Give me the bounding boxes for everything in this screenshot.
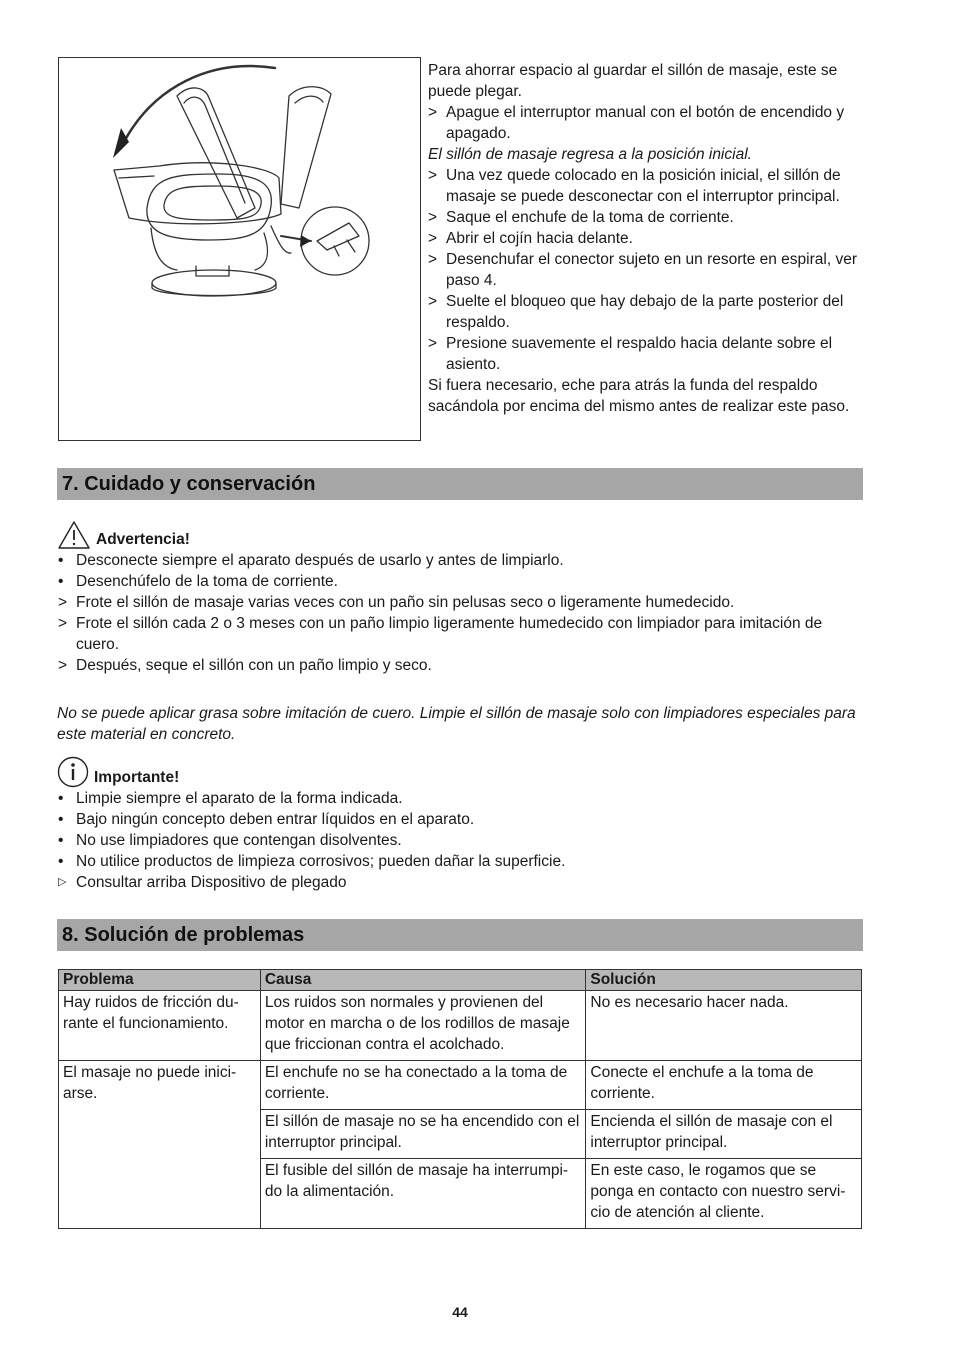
- troubleshooting-table: [58, 969, 862, 1229]
- item-text: Frote el sillón de masaje varias veces con un paño sin pelusas seco o ligeramente humedecido.: [76, 594, 735, 611]
- warning-item: [57, 655, 857, 676]
- folding-step: [428, 333, 868, 375]
- warning-item: [57, 613, 857, 655]
- folding-massage-chair-illustration: [59, 58, 420, 440]
- bullet-marker: •: [58, 832, 64, 849]
- section-8-header: [57, 919, 863, 951]
- important-block: [57, 756, 857, 893]
- step-marker: >: [428, 209, 438, 226]
- warning-item: [57, 550, 857, 571]
- ref-marker: ▷: [58, 876, 67, 888]
- folding-step: [428, 249, 868, 291]
- folding-step: [428, 291, 868, 333]
- step-text: Apague el interruptor manual con el botón de encendido y apagado.: [446, 104, 845, 142]
- column-header: Solución: [586, 970, 862, 991]
- cause-cell: El sillón de masaje no se ha encendido con el interruptor principal.: [260, 1110, 586, 1159]
- table-row: [59, 991, 862, 1061]
- item-text: No use limpiadores que contengan disolventes.: [76, 832, 402, 849]
- problem-cell: Hay ruidos de fricción du-rante el funcionamiento.: [59, 991, 261, 1061]
- warning-item: [57, 571, 857, 592]
- step-text: Una vez quede colocado en la posición inicial, el sillón de masaje se puede desconectar con el interruptor principal.: [446, 167, 841, 205]
- cause-cell: El enchufe no se ha conectado a la toma de corriente.: [260, 1061, 586, 1110]
- folding-closing: Si fuera necesario, eche para atrás la funda del respaldo sacándola por encima del mismo antes de realizar este paso.: [428, 377, 850, 415]
- step-text: Presione suavemente el respaldo hacia delante sobre el asiento.: [446, 335, 833, 373]
- cause-cell: El fusible del sillón de masaje ha interrumpi-do la alimentación.: [260, 1159, 586, 1229]
- bullet-marker: •: [58, 790, 64, 807]
- step-marker: >: [58, 657, 68, 674]
- step-marker: >: [428, 167, 438, 184]
- bullet-marker: •: [58, 552, 64, 569]
- bullet-marker: •: [58, 811, 64, 828]
- folding-lead: Para ahorrar espacio al guardar el sillón de masaje, este se puede plegar.: [428, 62, 838, 100]
- important-item: [57, 788, 857, 809]
- step-marker: >: [58, 594, 68, 611]
- folding-chair-figure: [58, 57, 421, 441]
- section-7-header: [57, 468, 863, 500]
- step-marker: >: [428, 230, 438, 247]
- folding-step: [428, 228, 868, 249]
- step-marker: >: [428, 293, 438, 310]
- folding-result: El sillón de masaje regresa a la posición inicial.: [428, 146, 752, 163]
- step-text: Abrir el cojín hacia delante.: [446, 230, 633, 247]
- folding-step: [428, 102, 868, 144]
- warning-item: [57, 592, 857, 613]
- cause-cell: Los ruidos son normales y provienen del motor en marcha o de los rodillos de masaje que friccionan contra el acolchado.: [260, 991, 586, 1061]
- important-item: [57, 809, 857, 830]
- section-7-title: 7. Cuidado y conservación: [62, 473, 316, 495]
- item-text: Consultar arriba Dispositivo de plegado: [76, 874, 347, 891]
- step-marker: >: [428, 104, 438, 121]
- item-text: Bajo ningún concepto deben entrar líquidos en el aparato.: [76, 811, 475, 828]
- item-text: Desconecte siempre el aparato después de usarlo y antes de limpiarlo.: [76, 552, 564, 569]
- step-marker: >: [428, 251, 438, 268]
- warning-label: Advertencia!: [96, 531, 190, 548]
- folding-step: [428, 207, 868, 228]
- leather-note: [57, 703, 857, 745]
- step-marker: >: [428, 335, 438, 352]
- important-item: [57, 830, 857, 851]
- solution-cell: No es necesario hacer nada.: [586, 991, 862, 1061]
- section-8-title: 8. Solución de problemas: [62, 924, 305, 946]
- important-label: Importante!: [94, 769, 180, 786]
- item-text: Limpie siempre el aparato de la forma indicada.: [76, 790, 403, 807]
- warning-block: [57, 520, 857, 676]
- important-item: [57, 872, 857, 893]
- table-row: [59, 1061, 862, 1110]
- page-number: 44: [452, 1304, 468, 1320]
- step-text: Saque el enchufe de la toma de corriente.: [446, 209, 734, 226]
- solution-cell: Encienda el sillón de masaje con el interruptor principal.: [586, 1110, 862, 1159]
- item-text: Desenchúfelo de la toma de corriente.: [76, 573, 338, 590]
- warning-triangle-icon: [57, 520, 91, 550]
- step-marker: >: [58, 615, 68, 632]
- important-heading: [57, 756, 857, 788]
- column-header: Causa: [260, 970, 586, 991]
- item-text: No utilice productos de limpieza corrosivos; pueden dañar la superficie.: [76, 853, 566, 870]
- item-text: Frote el sillón cada 2 o 3 meses con un paño limpio ligeramente humedecido con limpiador para imitación de cuero.: [76, 615, 823, 653]
- solution-cell: Conecte el enchufe a la toma de corriente.: [586, 1061, 862, 1110]
- bullet-marker: •: [58, 573, 64, 590]
- problem-cell: El masaje no puede inici-arse.: [59, 1061, 261, 1229]
- solution-cell: En este caso, le rogamos que se ponga en contacto con nuestro servi-cio de atención al cliente.: [586, 1159, 862, 1229]
- bullet-marker: •: [58, 853, 64, 870]
- important-item: [57, 851, 857, 872]
- item-text: Después, seque el sillón con un paño limpio y seco.: [76, 657, 432, 674]
- leather-note-text: No se puede aplicar grasa sobre imitación de cuero. Limpie el sillón de masaje solo con limpiadores especiales para este material en concreto.: [57, 705, 856, 743]
- folding-step: [428, 165, 868, 207]
- step-text: Desenchufar el conector sujeto en un resorte en espiral, ver paso 4.: [446, 251, 857, 289]
- warning-heading: [57, 520, 857, 550]
- column-header: Problema: [59, 970, 261, 991]
- table-header-row: [59, 970, 862, 991]
- info-circle-icon: [57, 756, 89, 788]
- step-text: Suelte el bloqueo que hay debajo de la parte posterior del respaldo.: [446, 293, 844, 331]
- folding-instructions: [428, 60, 868, 417]
